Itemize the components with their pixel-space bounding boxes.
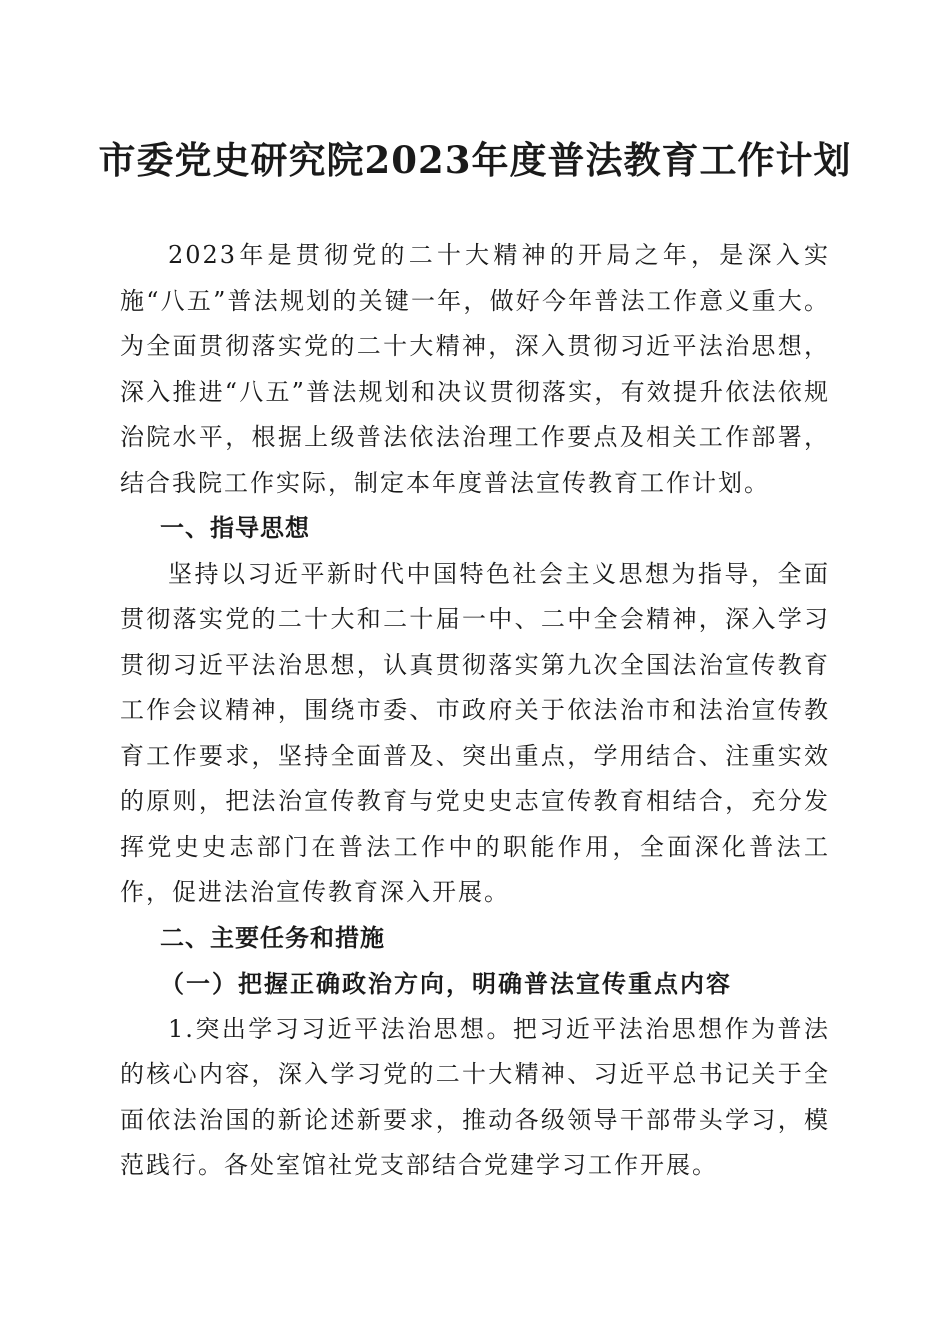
intro-paragraph: 2023年是贯彻党的二十大精神的开局之年，是深入实施“八五”普法规划的关键一年，做好今年普法工作意义重大。为全面贯彻落实党的二十大精神，深入贯彻习近平法治思想，深入推进“八五”普法规划和决议贯彻落实，有效提升依法依规治院水平，根据上级普法依法治理工作要点及相关工作部署，结合我院工作实际，制定本年度普法宣传教育工作计划。 — [120, 241, 830, 497]
section-2-heading: 二、主要任务和措施 — [160, 923, 385, 952]
section-2-item-1: 1.突出学习习近平法治思想。把习近平法治思想作为普法的核心内容，深入学习党的二十大精神、习近平总书记关于全面依法治国的新论述新要求，推动各级领导干部带头学习，模范践行。各处室馆社党支部结合党建学习工作开展。 — [120, 1014, 830, 1179]
section-1-paragraph: 坚持以习近平新时代中国特色社会主义思想为指导，全面贯彻落实党的二十大和二十届一中、二中全会精神，深入学习贯彻习近平法治思想，认真贯彻落实第九次全国法治宣传教育工作会议精神，围绕市委、市政府关于依法治市和法治宣传教育工作要求，坚持全面普及、突出重点，学用结合、注重实效的原则，把法治宣传教育与党史史志宣传教育相结合，充分发挥党史史志部门在普法工作中的职能作用，全面深化普法工作，促进法治宣传教育深入开展。 — [120, 559, 830, 906]
section-2-subheading: （一）把握正确政治方向，明确普法宣传重点内容 — [160, 969, 732, 998]
document-body — [120, 233, 830, 1189]
section-1-heading: 一、指导思想 — [160, 514, 310, 542]
document-title: 市委党史研究院2023年度普法教育工作计划 — [98, 138, 852, 182]
